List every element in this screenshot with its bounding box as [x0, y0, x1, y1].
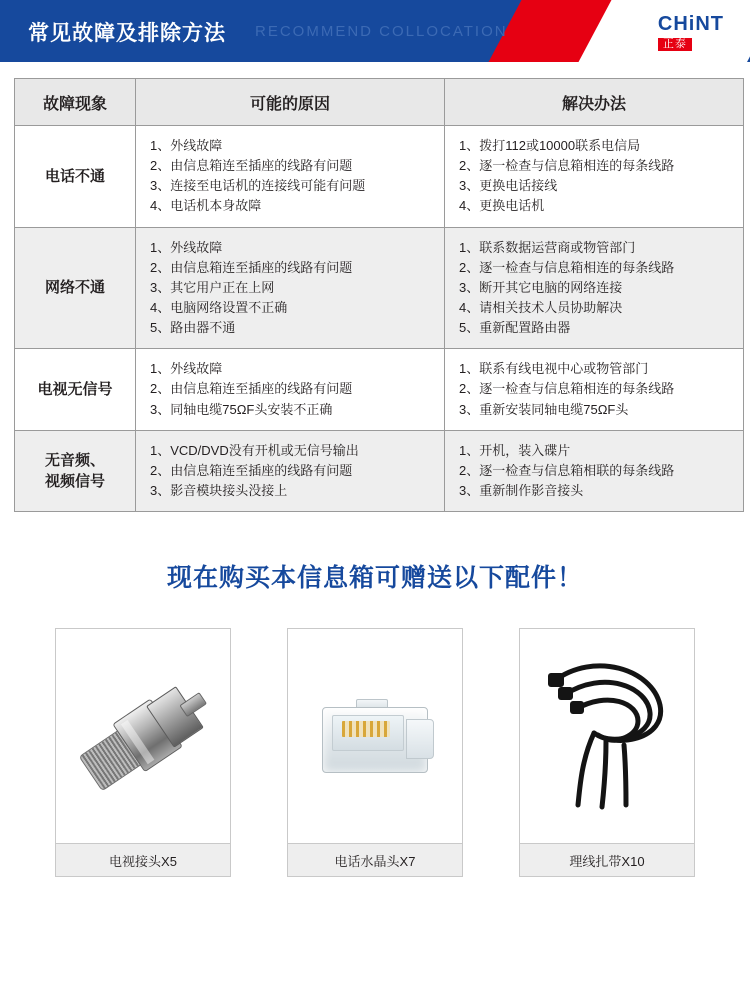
list-item: 3、连接至电话机的连接线可能有问题 [150, 178, 366, 194]
page-title: 常见故障及排除方法 [28, 22, 226, 45]
gift-label: 电话水晶头X7 [288, 843, 462, 876]
solution-list [459, 238, 737, 339]
list-item: 3、断开其它电脑的网络连接 [459, 279, 623, 295]
cell-causes [136, 126, 445, 228]
cell-phenomenon: 电视无信号 [15, 349, 136, 430]
table-row [15, 126, 744, 228]
page-header-banner [0, 0, 750, 62]
table-body [15, 126, 744, 512]
list-item: 4、电话机本身故障 [150, 198, 262, 214]
cell-solutions [445, 430, 744, 511]
list-item: 1、联系有线电视中心或物管部门 [459, 361, 649, 377]
column-header-solution: 解决办法 [445, 79, 744, 126]
gift-image [56, 629, 230, 843]
gift-label: 理线扎带X10 [520, 843, 694, 876]
rj11-gold-pins [342, 721, 390, 737]
column-header-phenomenon: 故障现象 [15, 79, 136, 126]
list-item: 3、其它用户正在上网 [150, 279, 275, 295]
list-item: 5、重新配置路由器 [459, 320, 571, 336]
gift-image [288, 629, 462, 843]
list-item: 3、重新安装同轴电缆75ΩF头 [459, 401, 629, 417]
table-row [15, 349, 744, 430]
fault-table [14, 78, 744, 512]
cell-causes [136, 227, 445, 349]
cell-solutions [445, 126, 744, 228]
rj11-crystal-head-icon [322, 699, 434, 781]
gift-image [520, 629, 694, 843]
gift-label: 电视接头X5 [56, 843, 230, 876]
list-item: 1、拨打112或10000联系电信局 [459, 138, 641, 153]
list-item: 2、由信息箱连至插座的线路有问题 [150, 158, 353, 174]
list-item: 2、由信息箱连至插座的线路有问题 [150, 462, 353, 478]
gift-card-row [0, 628, 750, 877]
list-item: 2、逐一检查与信息箱相连的每条线路 [459, 259, 675, 275]
brand-name-cn: 正泰 [658, 38, 692, 51]
list-item: 3、更换电话接线 [459, 178, 558, 194]
cause-list [150, 136, 438, 217]
list-item: 1、外线故障 [150, 239, 223, 255]
list-item: 3、影音模块接头没接上 [150, 482, 288, 498]
gift-card [519, 628, 695, 877]
cable-tie-icon [520, 629, 694, 843]
table-row [15, 430, 744, 511]
cable-tie-drawing [520, 629, 694, 843]
solution-list [459, 441, 737, 501]
solution-list [459, 136, 737, 217]
list-item: 4、电脑网络设置不正确 [150, 299, 288, 315]
fault-table-wrapper [14, 78, 736, 512]
column-header-cause: 可能的原因 [136, 79, 445, 126]
cause-list [150, 359, 438, 419]
list-item: 3、同轴电缆75ΩF头安装不正确 [150, 401, 333, 417]
list-item: 3、重新制作影音接头 [459, 482, 584, 498]
list-item: 2、逐一检查与信息箱相连的每条线路 [459, 158, 675, 174]
phenomenon-line-2: 视频信号 [44, 472, 105, 490]
cell-solutions [445, 227, 744, 349]
page-subtitle: RECOMMEND COLLOCATION [255, 23, 508, 40]
brand-logo [658, 14, 724, 51]
gift-card [287, 628, 463, 877]
cell-phenomenon: 电话不通 [15, 126, 136, 228]
list-item: 2、逐一检查与信息箱相连的每条线路 [459, 381, 675, 397]
phenomenon-line-1: 无音频、 [44, 451, 105, 469]
list-item: 4、更换电话机 [459, 198, 545, 214]
cell-solutions [445, 349, 744, 430]
list-item: 4、请相关技术人员协助解决 [459, 299, 623, 315]
list-item: 2、逐一检查与信息箱相联的每条线路 [459, 462, 675, 478]
table-header [15, 79, 744, 126]
f-connector-icon [64, 664, 224, 815]
brand-name: CHiNT [657, 13, 724, 35]
cell-causes [136, 349, 445, 430]
list-item: 1、外线故障 [150, 361, 223, 377]
cell-causes [136, 430, 445, 511]
list-item: 5、路由器不通 [150, 320, 236, 336]
gift-card [55, 628, 231, 877]
cause-list [150, 238, 438, 339]
cell-phenomenon: 网络不通 [15, 227, 136, 349]
gift-section-title: 现在购买本信息箱可赠送以下配件！ [166, 564, 583, 593]
table-row [15, 227, 744, 349]
rj11-cable-entry [406, 719, 434, 759]
solution-list [459, 359, 737, 419]
table-header-row [15, 79, 744, 126]
list-item: 1、开机，装入碟片 [459, 442, 571, 458]
list-item: 2、由信息箱连至插座的线路有问题 [150, 259, 353, 275]
list-item: 1、外线故障 [150, 138, 223, 153]
cell-phenomenon [15, 430, 136, 511]
list-item: 1、VCD/DVD没有开机或无信号输出 [150, 442, 359, 458]
cause-list [150, 441, 438, 501]
list-item: 2、由信息箱连至插座的线路有问题 [150, 381, 353, 397]
list-item: 1、联系数据运营商或物管部门 [459, 239, 636, 255]
